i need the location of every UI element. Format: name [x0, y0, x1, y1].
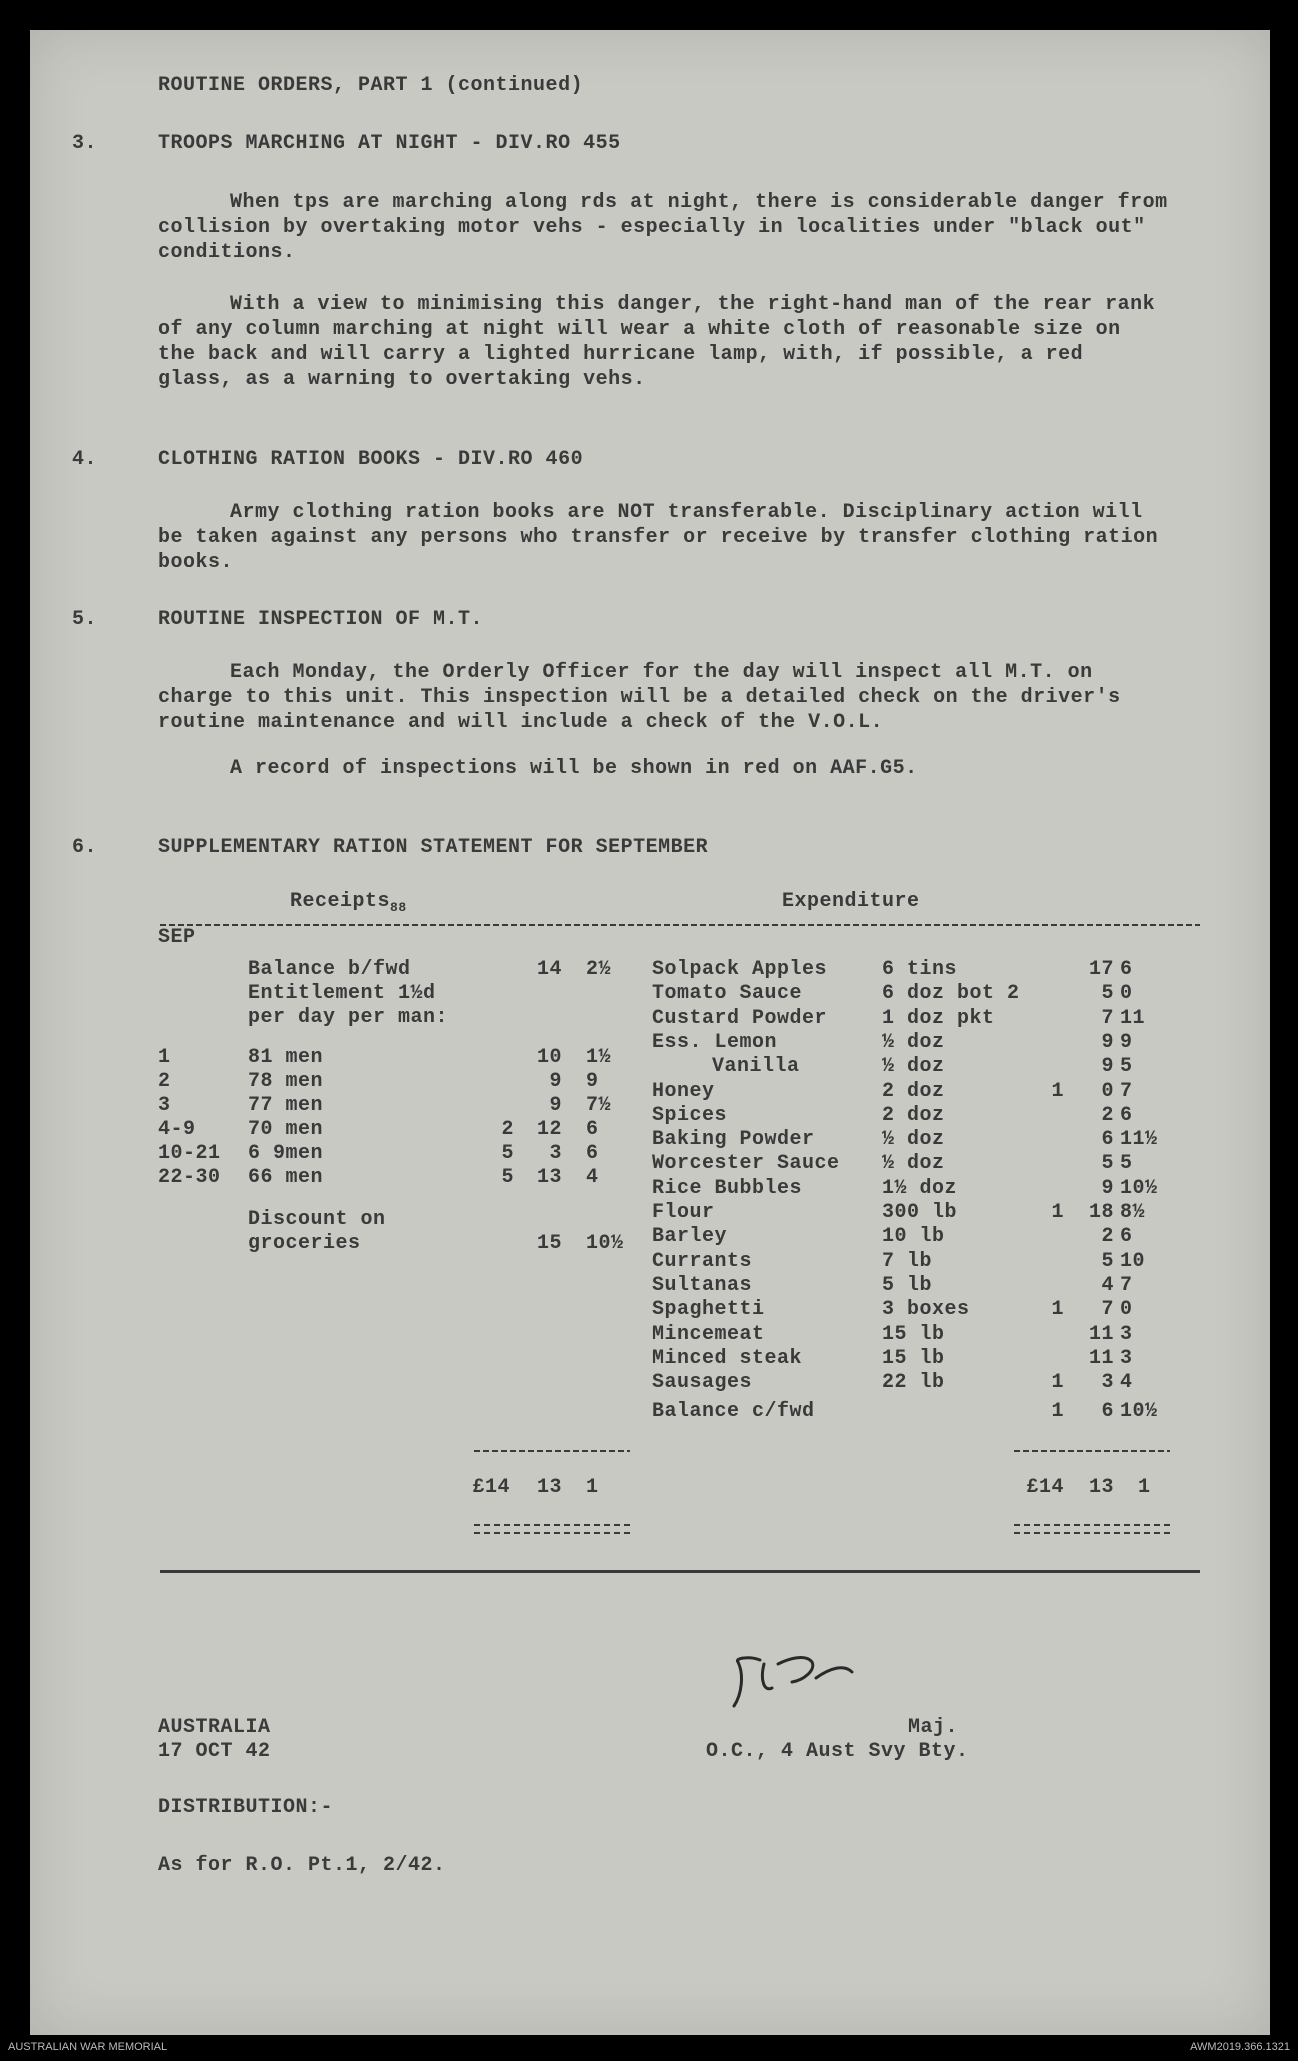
expenditure-pence: 3 [1120, 1347, 1133, 1370]
total-rule-right [1014, 1450, 1170, 1452]
expenditure-quantity: 3 boxes [882, 1298, 970, 1321]
receipt-pence: 10½ [586, 1232, 624, 1255]
expenditure-pence: 4 [1120, 1371, 1133, 1394]
expenditure-shillings: 9 [1101, 1055, 1114, 1078]
distribution-label: DISTRIBUTION:- [158, 1796, 334, 1819]
receipt-date: 10-21 [158, 1142, 221, 1165]
receipts-heading: Receipts$_{88}$ [290, 890, 407, 915]
expenditure-shillings: 0 [1101, 1080, 1114, 1103]
receipt-description: Balance b/fwd [248, 958, 411, 981]
expenditure-quantity: ½ doz [882, 1152, 945, 1175]
month-label: SEP [158, 926, 196, 949]
expenditure-shillings: 7 [1101, 1298, 1114, 1321]
receipt-pounds: 2 [501, 1118, 514, 1141]
total-right-pence: 1 [1138, 1476, 1151, 1499]
expenditure-pounds: 1 [1051, 1201, 1064, 1224]
expenditure-quantity: 10 lb [882, 1225, 945, 1248]
section-number: 3. [72, 132, 98, 155]
receipt-pence: 7½ [586, 1094, 612, 1117]
double-rule-right [1014, 1524, 1170, 1534]
expenditure-item: Minced steak [652, 1347, 803, 1370]
archive-credit: AUSTRALIAN WAR MEMORIAL [8, 2041, 168, 2053]
section-paragraph: Army clothing ration books are NOT transferable. Disciplinary action will be taken against any persons who transfer or receive by transfer clothing ration books. [158, 501, 1159, 574]
expenditure-shillings: 2 [1101, 1104, 1114, 1127]
expenditure-item: Spaghetti [652, 1298, 765, 1321]
receipt-description: 78 men [248, 1070, 324, 1093]
expenditure-pence: 5 [1120, 1152, 1133, 1175]
balance-cfwd-label: Balance c/fwd [652, 1400, 815, 1423]
expenditure-item: Mincemeat [652, 1323, 765, 1346]
section-title: SUPPLEMENTARY RATION STATEMENT FOR SEPTEMBER [158, 836, 709, 859]
expenditure-pence: 6 [1120, 1225, 1133, 1248]
expenditure-item: Honey [652, 1080, 715, 1103]
section-number: 5. [72, 608, 98, 631]
receipt-description: 81 men [248, 1046, 324, 1069]
receipt-pence: 6 [586, 1118, 599, 1141]
receipt-date: 2 [158, 1070, 171, 1093]
expenditure-pounds: 1 [1051, 1298, 1064, 1321]
receipt-description: Entitlement 1½d [248, 982, 436, 1005]
receipt-pence: 6 [586, 1142, 599, 1165]
expenditure-shillings: 17 [1088, 958, 1114, 981]
receipt-shillings: 12 [536, 1118, 562, 1141]
receipt-description: Discount on [248, 1208, 386, 1231]
expenditure-item: Vanilla [712, 1055, 800, 1078]
receipt-shillings: 10 [536, 1046, 562, 1069]
expenditure-pence: 10 [1120, 1250, 1146, 1273]
statement-end-rule [160, 1570, 1200, 1573]
expenditure-pounds: 1 [1051, 1080, 1064, 1103]
receipt-pounds: 5 [501, 1142, 514, 1165]
expenditure-pounds: 1 [1051, 1371, 1064, 1394]
expenditure-pence: 7 [1120, 1274, 1133, 1297]
balance-cfwd-shillings: 6 [1101, 1400, 1114, 1423]
place: AUSTRALIA [158, 1716, 271, 1739]
expenditure-pence: 10½ [1120, 1177, 1158, 1200]
expenditure-quantity: 1 doz pkt [882, 1007, 995, 1030]
receipt-date: 22-30 [158, 1166, 221, 1189]
expenditure-quantity: 6 doz bot 2 [882, 982, 1020, 1005]
expenditure-quantity: ½ doz [882, 1128, 945, 1151]
expenditure-shillings: 2 [1101, 1225, 1114, 1248]
balance-cfwd-pence: 10½ [1120, 1400, 1158, 1423]
receipt-description: 6 9men [248, 1142, 324, 1165]
expenditure-item: Barley [652, 1225, 728, 1248]
rank: Maj. [908, 1716, 959, 1739]
expenditure-item: Sultanas [652, 1274, 753, 1297]
expenditure-pence: 5 [1120, 1055, 1133, 1078]
balance-cfwd-pounds: 1 [1051, 1400, 1064, 1423]
total-left-pounds: £14 [472, 1476, 510, 1499]
appointment: O.C., 4 Aust Svy Bty. [706, 1740, 969, 1763]
receipt-pence: 4 [586, 1166, 599, 1189]
receipt-description: per day per man: [248, 1006, 449, 1029]
total-right-pounds: £14 [1026, 1476, 1064, 1499]
signature [720, 1634, 900, 1714]
receipt-date: 4-9 [158, 1118, 196, 1141]
section-paragraph: A record of inspections will be shown in red on AAF.G5. [230, 757, 918, 780]
expenditure-quantity: 5 lb [882, 1274, 933, 1297]
section-title: CLOTHING RATION BOOKS - DIV.RO 460 [158, 448, 584, 471]
heading-rule [160, 924, 1200, 926]
expenditure-quantity: 15 lb [882, 1323, 945, 1346]
expenditure-shillings: 18 [1088, 1201, 1114, 1224]
expenditure-shillings: 5 [1101, 982, 1114, 1005]
expenditure-pence: 0 [1120, 982, 1133, 1005]
expenditure-pence: 8½ [1120, 1201, 1146, 1224]
expenditure-shillings: 9 [1101, 1177, 1114, 1200]
expenditure-quantity: 2 doz [882, 1104, 945, 1127]
receipt-shillings: 15 [536, 1232, 562, 1255]
expenditure-shillings: 9 [1101, 1031, 1114, 1054]
expenditure-item: Solpack Apples [652, 958, 828, 981]
expenditure-pence: 3 [1120, 1323, 1133, 1346]
distribution: As for R.O. Pt.1, 2/42. [158, 1854, 446, 1877]
expenditure-quantity: 2 doz [882, 1080, 945, 1103]
receipt-shillings: 14 [536, 958, 562, 981]
expenditure-pence: 11 [1120, 1007, 1146, 1030]
expenditure-shillings: 5 [1101, 1250, 1114, 1273]
expenditure-shillings: 11 [1088, 1323, 1114, 1346]
section-number: 6. [72, 836, 98, 859]
section-paragraph: When tps are marching along rds at night, there is considerable danger from collision by overtaking motor vehs - especially in localities under "black out" conditions. [158, 191, 1168, 264]
expenditure-shillings: 11 [1088, 1347, 1114, 1370]
expenditure-quantity: 15 lb [882, 1347, 945, 1370]
expenditure-quantity: 6 tins [882, 958, 958, 981]
expenditure-shillings: 3 [1101, 1371, 1114, 1394]
section-title: TROOPS MARCHING AT NIGHT - DIV.RO 455 [158, 132, 621, 155]
receipt-description: 77 men [248, 1094, 324, 1117]
expenditure-shillings: 7 [1101, 1007, 1114, 1030]
section-paragraph: Each Monday, the Orderly Officer for the day will inspect all M.T. on charge to this unit. This inspection will be a detailed check on the driver's routine maintenance and will include a check of the V.O.L. [158, 661, 1121, 734]
receipt-shillings: 9 [549, 1094, 562, 1117]
expenditure-item: Baking Powder [652, 1128, 815, 1151]
date: 17 OCT 42 [158, 1740, 271, 1763]
total-left-shillings: 13 [536, 1476, 562, 1499]
receipt-description: 66 men [248, 1166, 324, 1189]
archive-id: AWM2019.366.1321 [1190, 2041, 1290, 2053]
expenditure-item: Ess. Lemon [652, 1031, 778, 1054]
expenditure-item: Currants [652, 1250, 753, 1273]
expenditure-item: Spices [652, 1104, 728, 1127]
section-title: ROUTINE INSPECTION OF M.T. [158, 608, 484, 631]
expenditure-item: Rice Bubbles [652, 1177, 803, 1200]
expenditure-quantity: 1½ doz [882, 1177, 958, 1200]
section-number: 4. [72, 448, 98, 471]
expenditure-pence: 9 [1120, 1031, 1133, 1054]
expenditure-shillings: 5 [1101, 1152, 1114, 1175]
expenditure-heading: Expenditure [782, 890, 920, 913]
expenditure-item: Sausages [652, 1371, 753, 1394]
expenditure-pence: 11½ [1120, 1128, 1158, 1151]
expenditure-quantity: ½ doz [882, 1055, 945, 1078]
receipt-shillings: 3 [549, 1142, 562, 1165]
expenditure-item: Worcester Sauce [652, 1152, 840, 1175]
total-left-pence: 1 [586, 1476, 599, 1499]
total-right-shillings: 13 [1088, 1476, 1114, 1499]
expenditure-shillings: 6 [1101, 1128, 1114, 1151]
receipt-shillings: 9 [549, 1070, 562, 1093]
expenditure-pence: 7 [1120, 1080, 1133, 1103]
expenditure-quantity: 22 lb [882, 1371, 945, 1394]
document-header: ROUTINE ORDERS, PART 1 (continued) [158, 74, 584, 97]
expenditure-item: Custard Powder [652, 1007, 828, 1030]
expenditure-quantity: ½ doz [882, 1031, 945, 1054]
expenditure-pence: 0 [1120, 1298, 1133, 1321]
expenditure-pence: 6 [1120, 1104, 1133, 1127]
expenditure-pence: 6 [1120, 958, 1133, 981]
receipt-pounds: 5 [501, 1166, 514, 1189]
receipt-pence: 2½ [586, 958, 612, 981]
expenditure-item: Flour [652, 1201, 715, 1224]
total-rule-left [474, 1450, 630, 1452]
expenditure-quantity: 7 lb [882, 1250, 933, 1273]
receipt-pence: 1½ [586, 1046, 612, 1069]
expenditure-item: Tomato Sauce [652, 982, 803, 1005]
receipt-shillings: 13 [536, 1166, 562, 1189]
expenditure-quantity: 300 lb [882, 1201, 958, 1224]
document-page [30, 30, 1270, 2035]
receipt-pence: 9 [586, 1070, 599, 1093]
double-rule-left [474, 1524, 630, 1534]
receipt-date: 3 [158, 1094, 171, 1117]
section-paragraph: With a view to minimising this danger, the right-hand man of the rear rank of any column marching at night will wear a white cloth of reasonable size on the back and will carry a lighted hurricane lamp, with, if possible, a red glass, as a warning to overtaking vehs. [158, 293, 1156, 391]
receipt-description: groceries [248, 1232, 361, 1255]
receipt-date: 1 [158, 1046, 171, 1069]
receipt-description: 70 men [248, 1118, 324, 1141]
expenditure-shillings: 4 [1101, 1274, 1114, 1297]
